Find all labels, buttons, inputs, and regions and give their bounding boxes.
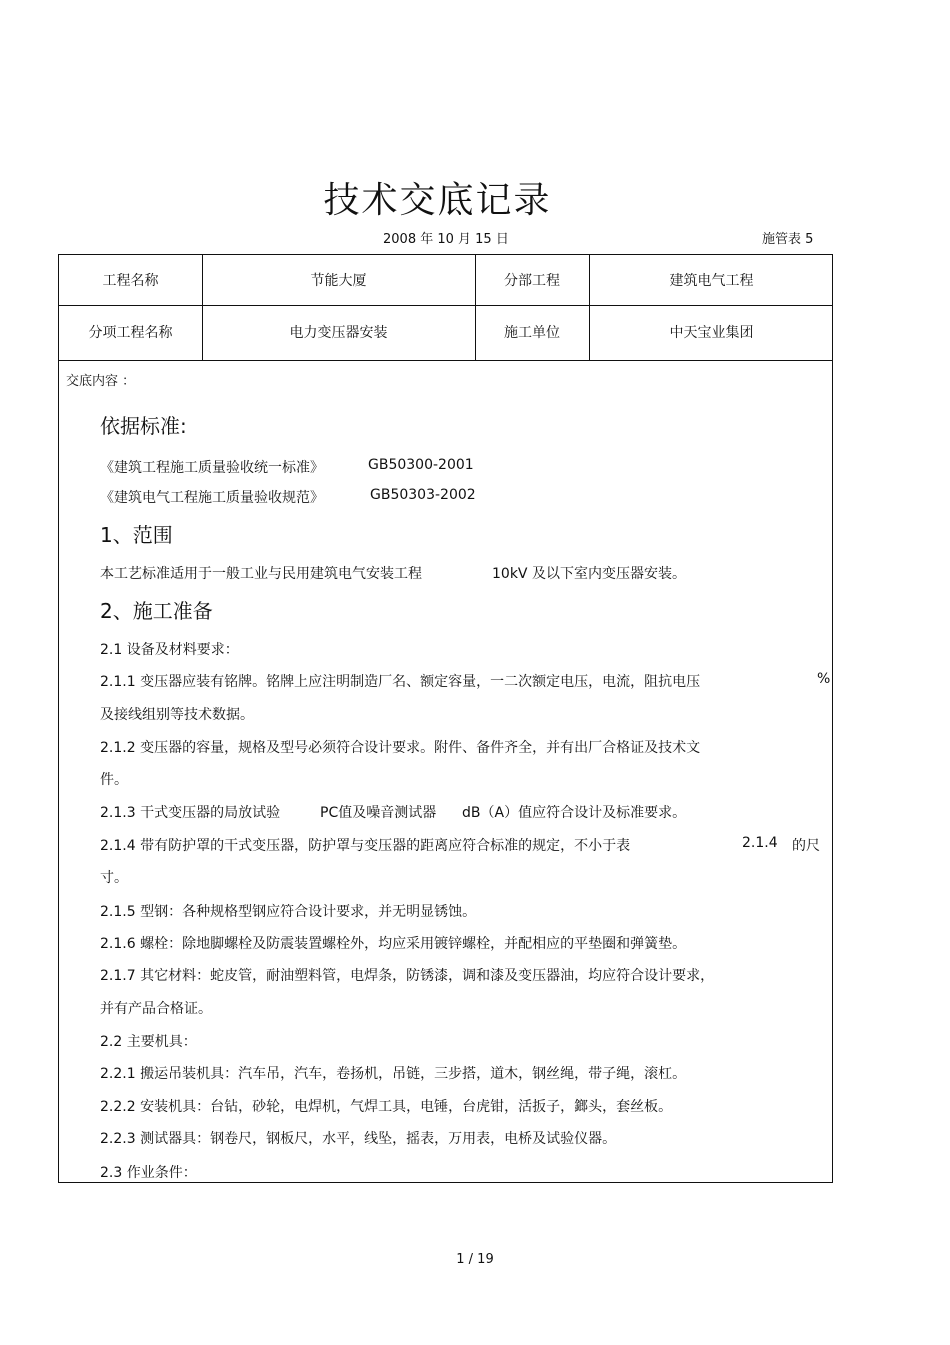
item-2-2: 2.2 主要机具： bbox=[100, 1034, 197, 1050]
item-2-1-3-db: dB（A）值应符合设计及标准要求。 bbox=[462, 805, 687, 821]
division-value: 建筑电气工程 bbox=[669, 273, 754, 289]
item-2-1-4-table-ref: 2.1.4 bbox=[742, 835, 778, 851]
section-2-heading: 2、施工准备 bbox=[100, 599, 213, 623]
item-2-1-7-cont: 并有产品合格证。 bbox=[100, 1001, 212, 1017]
item-2-1-3-pc: PC值及噪音测试器 bbox=[320, 805, 437, 821]
project-name-value: 节能大厦 bbox=[310, 273, 367, 289]
standard-code: GB50303-2002 bbox=[370, 487, 476, 503]
division-label: 分部工程 bbox=[504, 273, 560, 289]
standard-name: 《建筑工程施工质量验收统一标准》 bbox=[100, 460, 324, 476]
contractor-value: 中天宝业集团 bbox=[669, 325, 754, 341]
item-2-1-1-cont: 及接线组别等技术数据。 bbox=[100, 707, 254, 723]
standard-code: GB50300-2001 bbox=[368, 457, 474, 473]
item-2-1-2: 2.1.2 变压器的容量，规格及型号必须符合设计要求。附件、备件齐全，并有出厂合格证及技术文 bbox=[100, 740, 701, 756]
document-title: 技术交底记录 bbox=[323, 180, 552, 221]
item-2-1-1-percent: % bbox=[817, 671, 831, 687]
item-2-1: 2.1 设备及材料要求： bbox=[100, 642, 239, 658]
row-divider bbox=[59, 305, 832, 306]
item-2-1-4-suffix: 的尺 bbox=[792, 838, 820, 854]
project-name-label: 工程名称 bbox=[102, 273, 159, 289]
scope-text: 本工艺标准适用于一般工业与民用建筑电气安装工程 bbox=[100, 566, 422, 582]
scope-text-voltage: 10kV 及以下室内变压器安装。 bbox=[492, 566, 686, 582]
standard-name: 《建筑电气工程施工质量验收规范》 bbox=[100, 490, 324, 506]
content-label: 交底内容 ： bbox=[66, 374, 136, 389]
item-2-1-4: 2.1.4 带有防护罩的干式变压器，防护罩与变压器的距离应符合标准的规定，不小于表 bbox=[100, 838, 631, 854]
subitem-label: 分项工程名称 bbox=[88, 325, 173, 341]
item-2-2-3: 2.2.3 测试器具：钢卷尺，钢板尺，水平，线坠，摇表，万用表，电桥及试验仪器。 bbox=[100, 1131, 617, 1147]
item-2-1-3: 2.1.3 干式变压器的局放试验 bbox=[100, 805, 281, 821]
item-2-2-2: 2.2.2 安装机具：台钻，砂轮，电焊机，气焊工具，电锤，台虎钳，活扳子，鎯头，套丝板。 bbox=[100, 1099, 673, 1115]
row-divider bbox=[59, 360, 832, 361]
item-2-2-1: 2.2.1 搬运吊装机具：汽车吊，汽车，卷扬机，吊链，三步搭，道木，钢丝绳，带子绳，滚杠。 bbox=[100, 1066, 687, 1082]
contractor-label: 施工单位 bbox=[504, 325, 560, 341]
section-1-heading: 1、范围 bbox=[100, 523, 173, 547]
form-number: 施管表 5 bbox=[762, 232, 814, 247]
item-2-1-1: 2.1.1 变压器应装有铭牌。铭牌上应注明制造厂名、额定容量，一二次额定电压，电流，阻抗电压 bbox=[100, 674, 701, 690]
item-2-1-2-cont: 件。 bbox=[100, 772, 128, 788]
item-2-1-4-cont: 寸。 bbox=[100, 870, 128, 886]
page-number: 1 / 19 bbox=[456, 1252, 494, 1267]
item-2-3: 2.3 作业条件： bbox=[100, 1165, 197, 1181]
item-2-1-7: 2.1.7 其它材料：蛇皮管，耐油塑料管，电焊条，防锈漆，调和漆及变压器油，均应符合设计要求， bbox=[100, 968, 715, 984]
record-date: 2008 年 10 月 15 日 bbox=[383, 232, 509, 247]
item-2-1-5: 2.1.5 型钢：各种规格型钢应符合设计要求，并无明显锈蚀。 bbox=[100, 904, 477, 920]
item-2-1-6: 2.1.6 螺栓：除地脚螺栓及防震装置螺栓外，均应采用镀锌螺栓，并配相应的平垫圈和弹簧垫。 bbox=[100, 936, 687, 952]
basis-heading: 依据标准: bbox=[100, 414, 187, 438]
subitem-value: 电力变压器安装 bbox=[289, 325, 388, 341]
